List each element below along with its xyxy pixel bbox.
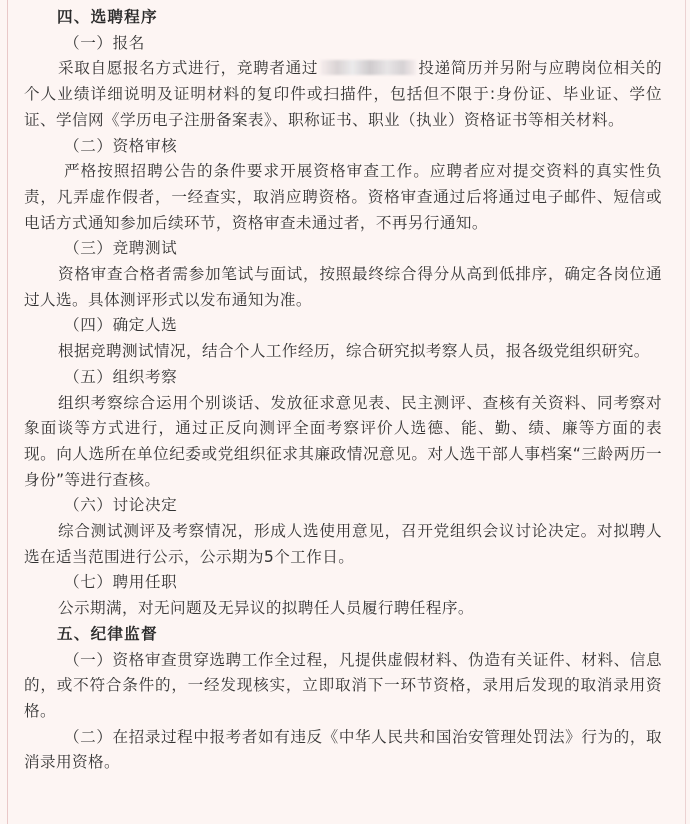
subheading-registration: （一）报名 bbox=[64, 33, 145, 52]
paragraph-discussion-decision: 综合测试测评及考察情况，形成人选使用意见，召开党组织会议讨论决定。对拟聘人选在适当范围进行公示，公示期为5个工作日。 bbox=[24, 522, 662, 566]
subheading-competition-test: （三）竞聘测试 bbox=[64, 239, 178, 258]
paragraph-competition-test: 资格审查合格者需参加笔试与面试，按照最终综合得分从高到低排序，确定各岗位通过人选。具体测评形式以发布通知为准。 bbox=[24, 265, 662, 309]
registration-text-before: 采取自愿报名方式进行，竞聘者通过 bbox=[58, 59, 319, 78]
paragraph-discipline-2: （二）在招录过程中报考者如有违反《中华人民共和国治安管理处罚法》行为的，取消录用资格。 bbox=[24, 727, 662, 772]
paragraph-qualification-review: 严格按照招聘公告的条件要求开展资格审查工作。应聘者应对提交资料的真实性负责，凡弄虚作假者，一经查实，取消应聘资格。资格审查通过后将通过电子邮件、短信或电话方式通知参加后续环节，资格审查未通过者，不再另行通知。 bbox=[24, 162, 662, 232]
subheading-discussion-decision: （六）讨论决定 bbox=[64, 496, 178, 515]
paragraph-registration bbox=[0, 56, 690, 133]
redacted-channel bbox=[320, 60, 416, 75]
section-heading-procedure: 四、选聘程序 bbox=[57, 8, 158, 26]
paragraph-organizational-inspection: 组织考察综合运用个别谈话、发放征求意见表、民主测评、查核有关资料、同考察对象面谈等方式进行，通过正反向测评全面考察评价人选德、能、勤、绩、廉等方面的表现。向人选所在单位纪委或党组织征求其廉政情况意见。对人选干部人事档案“三龄两历一身份”等进行查核。 bbox=[24, 393, 662, 489]
subheading-qualification-review: （二）资格审核 bbox=[64, 136, 178, 155]
subheading-organizational-inspection: （五）组织考察 bbox=[64, 367, 178, 386]
registration-text-after: 投递简历并另附与应聘岗位相关的个人业绩详细说明及证明材料的复印件或扫描件，包括但不限于:身份证、毕业证、学位证、学信网《学历电子注册备案表》、职称证书、职业（执业）资格证书等相关材料。 bbox=[24, 59, 662, 129]
paragraph-determine-candidates: 根据竞聘测试情况，结合个人工作经历，综合研究拟考察人员，报各级党组织研究。 bbox=[58, 342, 650, 361]
section-heading-discipline: 五、纪律监督 bbox=[57, 624, 158, 643]
paragraph-discipline-1: （一）资格审查贯穿选聘工作全过程，凡提供虚假材料、伪造有关证件、材料、信息的，或不符合条件的，一经发现核实，立即取消下一环节资格，录用后发现的取消录用资格。 bbox=[24, 650, 662, 720]
subheading-appointment: （七）聘用任职 bbox=[64, 573, 178, 592]
paragraph-appointment: 公示期满，对无问题及无异议的拟聘任人员履行聘任程序。 bbox=[58, 599, 474, 618]
subheading-determine-candidates: （四）确定人选 bbox=[64, 316, 178, 335]
